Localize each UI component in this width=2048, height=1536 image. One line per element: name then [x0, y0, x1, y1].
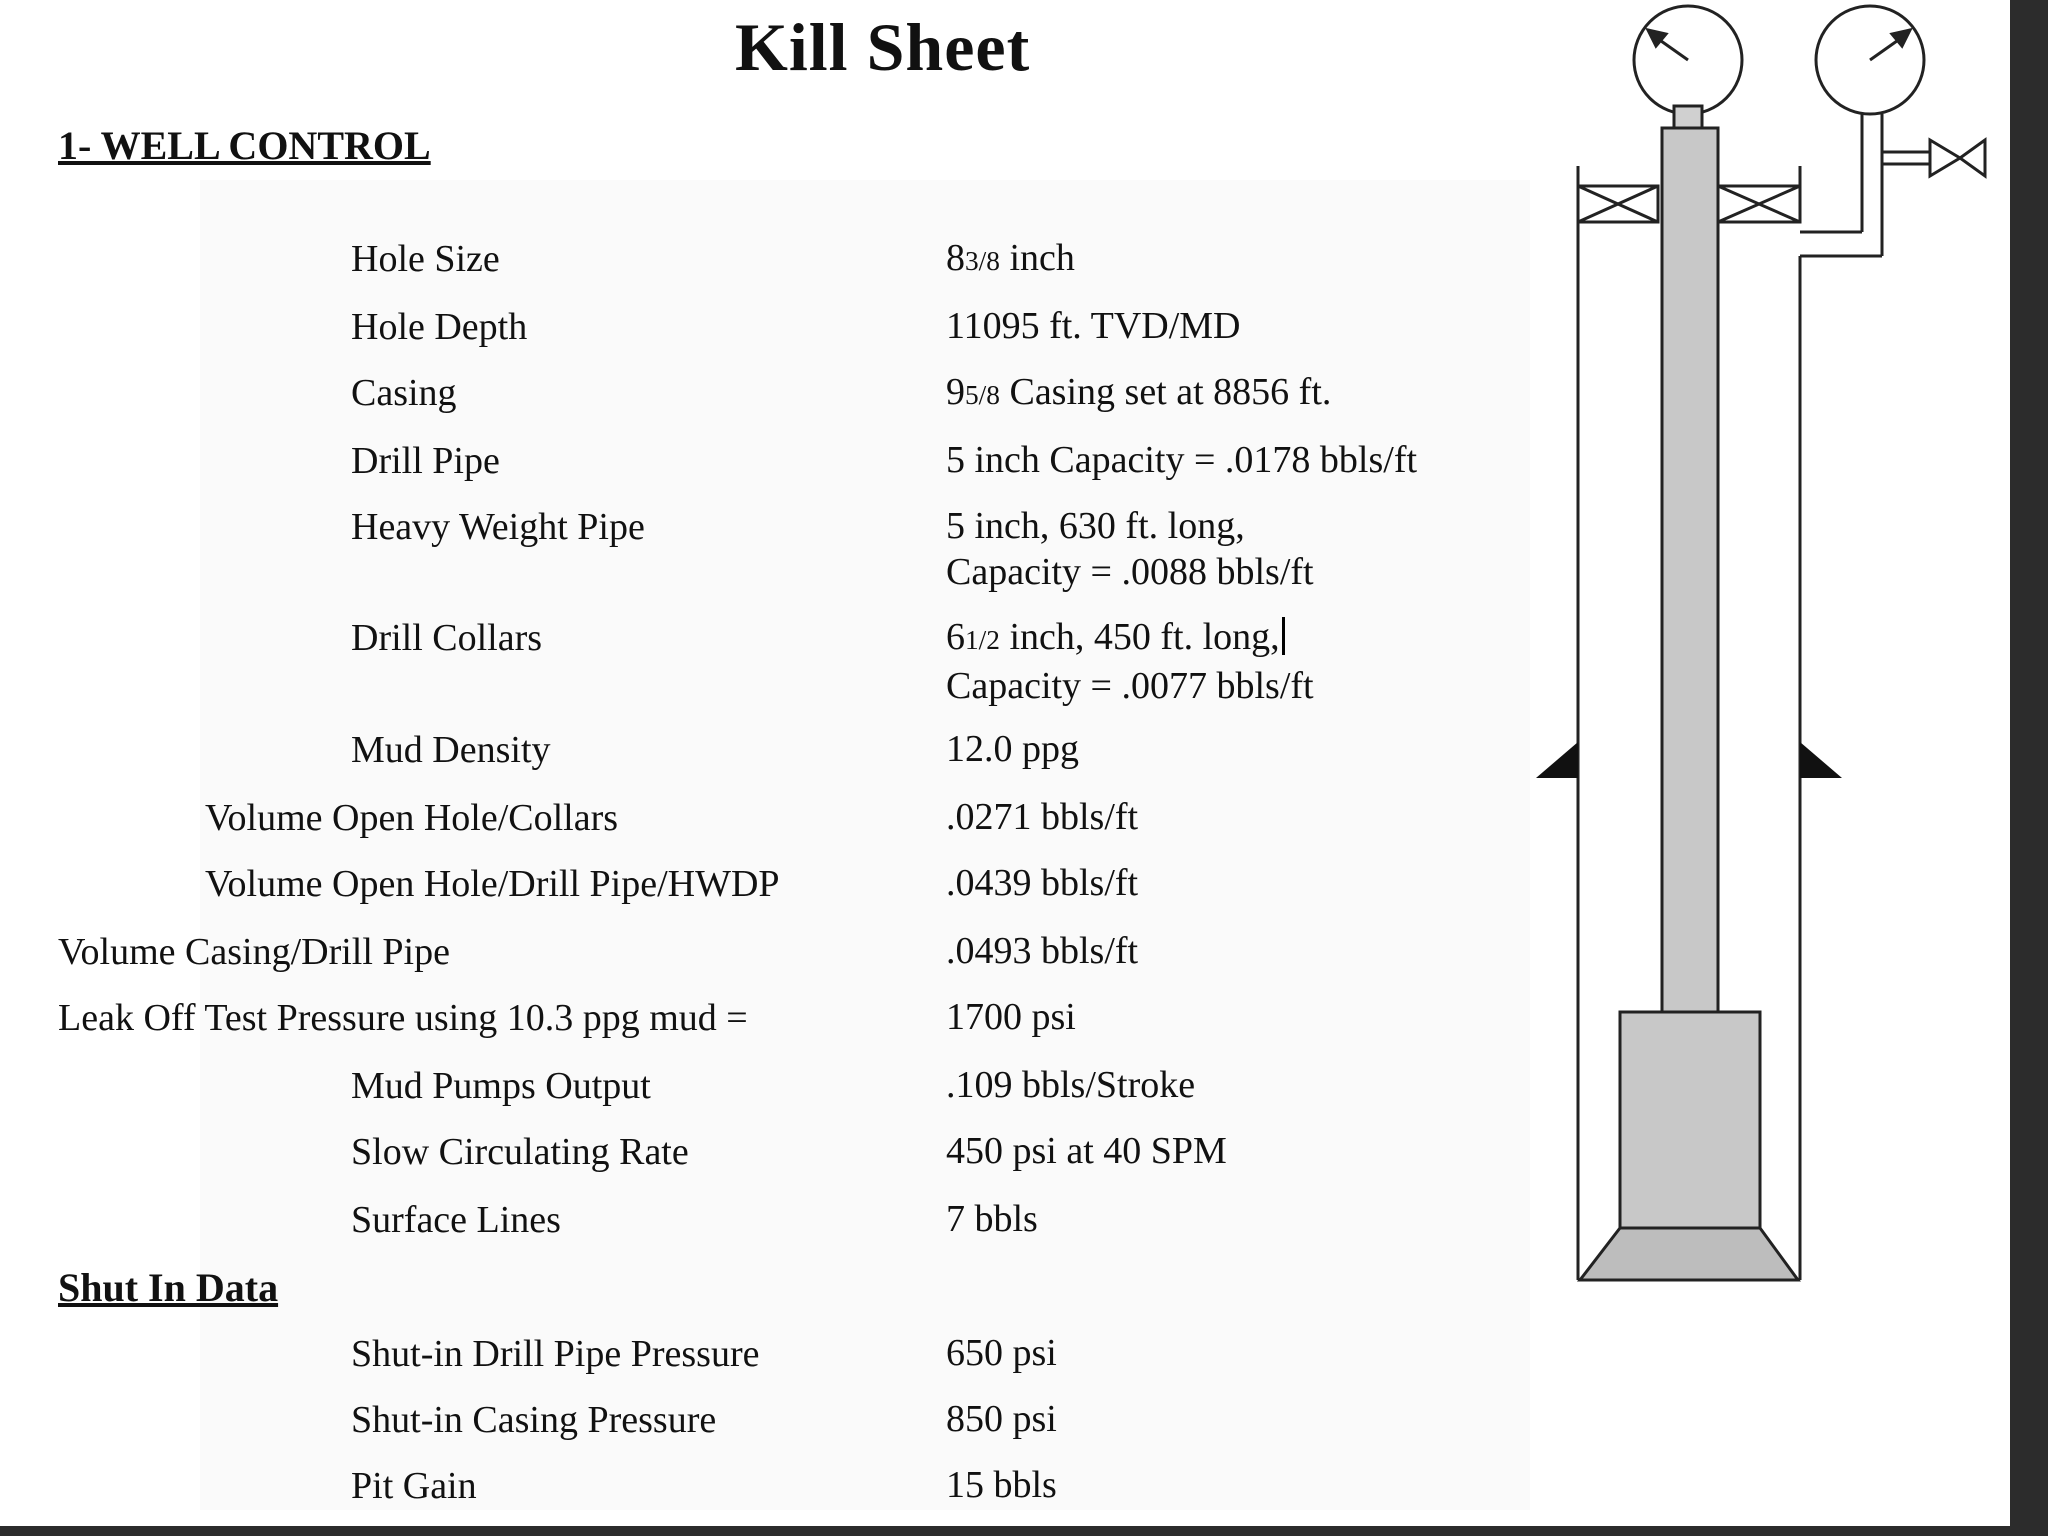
value-surface-lines[interactable]: 7 bbls	[946, 1198, 1038, 1240]
value-line: Capacity = .0088 bbls/ft	[946, 551, 1314, 593]
value-line: 5 inch, 630 ft. long,	[946, 505, 1245, 547]
value-hole-depth[interactable]: 11095 ft. TVD/MD	[946, 305, 1241, 347]
casing-shoe-right-icon	[1800, 742, 1842, 778]
drill-bit-shape	[1580, 1228, 1798, 1280]
value-line: 61/2 inch, 450 ft. long,	[946, 614, 1314, 663]
value-mud-density[interactable]: 12.0 ppg	[946, 728, 1079, 770]
value-casing[interactable]: 95/8 Casing set at 8856 ft.	[946, 371, 1332, 413]
drill-pipe-shape	[1662, 128, 1718, 1012]
text-cursor	[1282, 617, 1285, 655]
label-shut-in-drill-pipe-pressure: Shut-in Drill Pipe Pressure	[351, 1333, 760, 1375]
value-line: Capacity = .0077 bbls/ft	[946, 665, 1314, 707]
label-leak-off-test-pressure: Leak Off Test Pressure using 10.3 ppg mud =	[58, 997, 748, 1039]
value-slow-circulating-rate[interactable]: 450 psi at 40 SPM	[946, 1130, 1227, 1172]
value-leak-off-test-pressure[interactable]: 1700 psi	[946, 996, 1076, 1038]
value-drill-pipe[interactable]: 5 inch Capacity = .0178 bbls/ft	[946, 439, 1418, 481]
label-drill-collars: Drill Collars	[351, 617, 543, 659]
value-drill-collars[interactable]	[946, 614, 1314, 709]
label-surface-lines: Surface Lines	[351, 1199, 561, 1241]
well-schematic-diagram	[1530, 0, 2010, 1300]
label-volume-open-hole-collars: Volume Open Hole/Collars	[205, 797, 619, 839]
valve-icon	[1930, 140, 1960, 176]
label-volume-casing-drill-pipe: Volume Casing/Drill Pipe	[58, 931, 450, 973]
value-volume-open-hole-collars[interactable]: .0271 bbls/ft	[946, 796, 1139, 838]
value-shut-in-drill-pipe-pressure[interactable]: 650 psi	[946, 1332, 1057, 1374]
value-pit-gain[interactable]: 15 bbls	[946, 1464, 1057, 1506]
label-slow-circulating-rate: Slow Circulating Rate	[351, 1131, 689, 1173]
label-mud-pumps-output: Mud Pumps Output	[351, 1065, 651, 1107]
value-shut-in-casing-pressure[interactable]: 850 psi	[946, 1398, 1057, 1440]
label-drill-pipe: Drill Pipe	[351, 440, 500, 482]
casing-shoe-left-icon	[1536, 742, 1578, 778]
value-hole-size[interactable]: 83/8 inch	[946, 237, 1075, 279]
label-hole-depth: Hole Depth	[351, 306, 528, 348]
value-mud-pumps-output[interactable]: .109 bbls/Stroke	[946, 1064, 1196, 1106]
window-edge-bottom	[0, 1526, 2010, 1536]
label-shut-in-casing-pressure: Shut-in Casing Pressure	[351, 1399, 717, 1441]
value-volume-open-hole-drill-pipe-hwdp[interactable]: .0439 bbls/ft	[946, 862, 1139, 904]
label-hole-size: Hole Size	[351, 238, 500, 280]
label-volume-open-hole-drill-pipe-hwdp: Volume Open Hole/Drill Pipe/HWDP	[205, 863, 780, 905]
window-edge-right	[2010, 0, 2048, 1536]
label-mud-density: Mud Density	[351, 729, 551, 771]
value-volume-casing-drill-pipe[interactable]: .0493 bbls/ft	[946, 930, 1139, 972]
value-heavy-weight-pipe[interactable]	[946, 503, 1314, 595]
label-pit-gain: Pit Gain	[351, 1465, 477, 1507]
section-heading-shut-in-data: Shut In Data	[58, 1265, 279, 1310]
section-heading-well-control: 1- WELL CONTROL	[58, 123, 431, 168]
drill-collars-shape	[1620, 1012, 1760, 1228]
label-casing: Casing	[351, 372, 457, 414]
label-heavy-weight-pipe: Heavy Weight Pipe	[351, 506, 645, 548]
page-title: Kill Sheet	[735, 9, 1031, 85]
